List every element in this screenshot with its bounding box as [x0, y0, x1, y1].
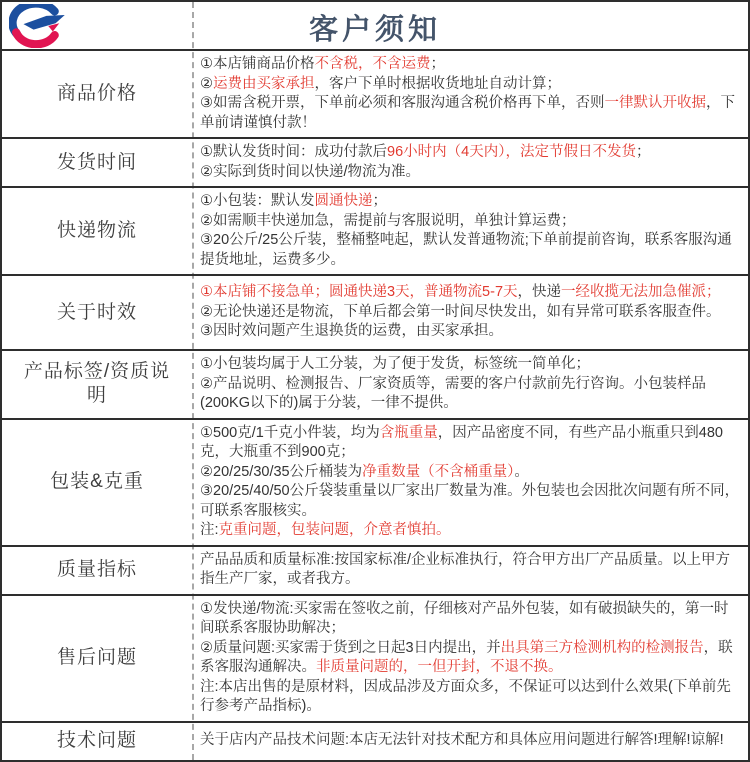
row-content [192, 351, 748, 418]
text-segment: 96小时内（4天内），法定节假日不发货 [387, 144, 636, 160]
table-row [2, 351, 748, 420]
row-label: 发货时间 [56, 151, 137, 173]
text-segment: ①本店铺商品价格 [200, 56, 315, 72]
row-content [192, 188, 748, 274]
text-segment: ③20/25/40/50公斤袋装重量以厂家出厂数量为准。外包装也会因批次问题有所不同，可联系客服核实。 [200, 483, 740, 519]
content-paragraph [200, 322, 740, 342]
text-segment: ②质量问题:买家需于货到之日起3日内提出，并 [200, 639, 501, 656]
content-paragraph [200, 355, 740, 375]
row-content [192, 51, 748, 137]
content-paragraph [200, 424, 740, 463]
text-segment: ②无论快递还是物流，下单后都会第一时间尽快发出，如有异常可联系客服查件。 [200, 303, 721, 320]
text-segment: 。 [514, 463, 529, 480]
text-segment: 圆通快递 [314, 193, 373, 209]
table-row [2, 276, 748, 351]
table-row [2, 723, 748, 760]
text-segment: ①本店铺不接急单；圆通快递3天，普通物流5-7天 [200, 284, 518, 301]
content-paragraph [200, 551, 740, 590]
text-segment: ①发快递/物流:买家需在签收之前，仔细核对产品外包装，如有破损缺失的，第一时间联系客服协助解决； [200, 600, 729, 636]
content-paragraph [200, 482, 740, 521]
content-paragraph [200, 521, 740, 541]
table-header [2, 2, 748, 51]
row-label: 包装&克重 [50, 471, 144, 492]
text-segment: 不含税，不含运费 [314, 56, 431, 72]
row-label: 快递物流 [56, 220, 137, 241]
content-paragraph [200, 192, 740, 212]
content-paragraph [200, 375, 740, 414]
page-title: 客户须知 [308, 14, 441, 46]
text-segment: ②产品说明、检测报告、厂家资质等，需要的客户付款前先行咨询。小包装样品(200KG以下的)属于分装，一律不提供。 [200, 375, 706, 411]
table-row [2, 420, 748, 547]
table-row [2, 547, 748, 596]
content-paragraph [200, 55, 740, 75]
text-segment: ，下单前请谨慎付款！ [200, 95, 735, 131]
text-segment: ，客户下单时根据收货地址自动计算； [314, 75, 561, 92]
content-paragraph [200, 143, 740, 163]
text-segment: 注: [200, 522, 219, 538]
content-paragraph [200, 731, 740, 751]
text-segment: ①小包装：默认发 [200, 193, 315, 209]
text-segment: ②20/25/30/35公斤桶装为 [200, 463, 363, 480]
table-row [2, 188, 748, 276]
content-paragraph [200, 163, 740, 183]
row-label: 关于时效 [56, 301, 137, 323]
row-content [192, 596, 748, 721]
row-content [192, 723, 748, 760]
row-content [192, 420, 748, 545]
text-segment: ，联系客服沟通解决。 [200, 639, 733, 675]
row-content [192, 139, 748, 186]
content-paragraph [200, 283, 740, 303]
text-segment: ②如需顺丰快递加急，需提前与客服说明，单独计算运费； [200, 212, 576, 229]
text-segment: ，因产品密度不同，有些产品小瓶重只到480克，大瓶重不到900克； [200, 424, 723, 460]
table-row [2, 51, 748, 139]
content-paragraph [200, 303, 740, 323]
row-label: 商品价格 [56, 83, 137, 104]
text-segment: 运费由买家承担 [213, 75, 315, 92]
content-paragraph [200, 75, 740, 95]
text-segment: ③20公斤/25公斤装，整桶整吨起，默认发普通物流;下单前提前咨询，联系客服沟通提货地址，运费多少。 [200, 232, 732, 268]
row-label: 售后问题 [56, 647, 137, 668]
content-paragraph [200, 231, 740, 270]
text-segment: 产品品质和质量标准:按国家标准/企业标准执行，符合甲方出厂产品质量。以上甲方指生产厂家，或者我方。 [200, 551, 731, 587]
row-label: 质量指标 [56, 559, 137, 580]
text-segment: ； [430, 56, 445, 72]
row-content [192, 547, 748, 594]
content-paragraph [200, 600, 740, 639]
table-row [2, 596, 748, 723]
content-paragraph [200, 678, 740, 717]
text-segment: ①500克/1千克小件装，均为 [200, 424, 380, 441]
row-label: 产品标签/资质说明 [23, 361, 171, 407]
text-segment: ； [372, 193, 387, 209]
text-segment: ③如需含税开票，下单前必须和客服沟通含税价格再下单，否则 [200, 95, 605, 111]
text-segment: ，快递 [517, 284, 562, 301]
text-segment: 净重数量（不含桶重量） [362, 463, 515, 480]
text-segment: 注:本店出售的是原材料，因成品涉及方面众多，不保证可以达到什么效果(下单前先行参考产品指标)。 [200, 678, 731, 714]
content-paragraph [200, 212, 740, 232]
text-segment: 含瓶重量 [379, 424, 438, 441]
content-paragraph [200, 94, 740, 133]
text-segment: 克重问题，包装问题，介意者慎拍。 [218, 522, 451, 538]
row-label: 技术问题 [56, 730, 137, 751]
text-segment: 关于店内产品技术问题:本店无法针对技术配方和具体应用问题进行解答!理解!谅解! [200, 732, 724, 749]
text-segment: 一律默认开收据 [604, 95, 706, 111]
text-segment: ③因时效问题产生退换货的运费，由买家承担。 [200, 323, 503, 340]
text-segment: ①默认发货时间：成功付款后 [200, 144, 387, 160]
text-segment: ② [200, 75, 213, 92]
notice-table-body [2, 51, 748, 760]
text-segment: 非质量问题的，一但开封，不退不换。 [316, 659, 563, 675]
table-row [2, 139, 748, 188]
content-paragraph [200, 463, 740, 483]
content-paragraph [200, 639, 740, 678]
text-segment: 一经收揽无法加急催派； [561, 284, 721, 301]
text-segment: 出具第三方检测机构的检测报告 [500, 639, 704, 656]
text-segment: ； [635, 144, 651, 160]
text-segment: ②实际到货时间以快递/物流为准。 [200, 163, 421, 180]
text-segment: ①小包装均属于人工分装，为了便于发货，标签统一简单化； [200, 356, 590, 372]
row-content [192, 276, 748, 349]
